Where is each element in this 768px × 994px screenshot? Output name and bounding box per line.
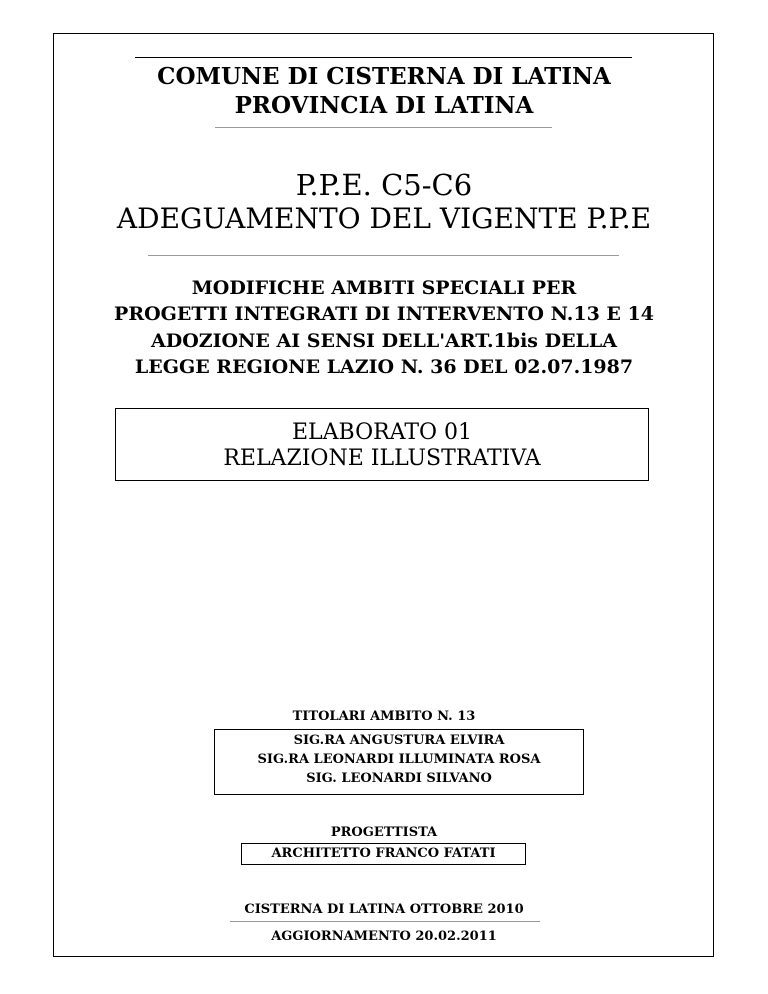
subject-line-1: MODIFICHE AMBITI SPECIALI PER — [191, 277, 577, 299]
designer-heading: PROGETTISTA — [330, 825, 438, 840]
subject-line-3: ADOZIONE AI SENSI DELL'ART.1bis DELLA — [150, 330, 618, 352]
header-top-rule — [135, 57, 632, 58]
plan-code: P.P.E. C5-C6 — [295, 168, 473, 202]
elaborato-title: RELAZIONE ILLUSTRATIVA — [223, 446, 541, 471]
designer-name: ARCHITETTO FRANCO FATATI — [271, 846, 496, 861]
place-date: CISTERNA DI LATINA OTTOBRE 2010 — [244, 902, 524, 917]
plan-rule — [148, 255, 619, 256]
header-title: COMUNE DI CISTERNA DI LATINA — [157, 63, 611, 90]
owners-box — [214, 729, 584, 795]
footer-rule — [230, 921, 540, 922]
plan-title: ADEGUAMENTO DEL VIGENTE P.P.E — [116, 202, 652, 235]
owner-name: SIG. LEONARDI SILVANO — [306, 771, 492, 786]
elaborato-box — [115, 408, 649, 481]
subject-line-2: PROGETTI INTEGRATI DI INTERVENTO N.13 E 14 — [114, 303, 654, 325]
owner-name: SIG.RA ANGUSTURA ELVIRA — [293, 733, 505, 748]
designer-box — [241, 843, 526, 865]
header-bottom-rule — [215, 127, 552, 128]
update-date: AGGIORNAMENTO 20.02.2011 — [271, 929, 497, 944]
elaborato-number: ELABORATO 01 — [291, 420, 473, 445]
header-subtitle: PROVINCIA DI LATINA — [234, 92, 534, 119]
owners-heading: TITOLARI AMBITO N. 13 — [292, 709, 476, 724]
owner-name: SIG.RA LEONARDI ILLUMINATA ROSA — [257, 752, 541, 767]
subject-line-4: LEGGE REGIONE LAZIO N. 36 DEL 02.07.1987 — [134, 356, 634, 378]
